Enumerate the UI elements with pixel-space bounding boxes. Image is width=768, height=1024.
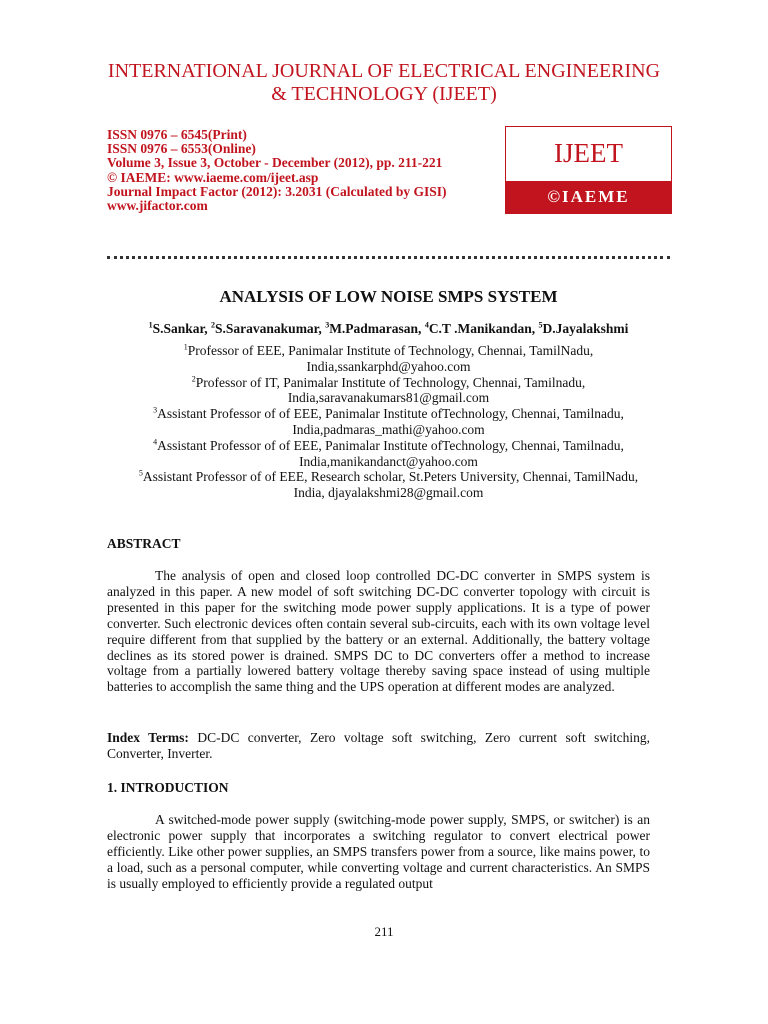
affiliation-superscript: 1 <box>183 342 188 352</box>
affiliation-text: Professor of IT, Panimalar Institute of Technology, Chennai, Tamilnadu, <box>195 374 586 390</box>
affiliation-line <box>107 375 670 391</box>
affiliation-superscript: 3 <box>153 405 158 415</box>
affiliation-line <box>107 406 670 422</box>
paper-title: ANALYSIS OF LOW NOISE SMPS SYSTEM <box>219 287 558 306</box>
affiliation-email: India,manikandanct@yahoo.com <box>299 453 478 469</box>
affiliation-text: Assistant Professor of of EEE, Panimalar Institute ofTechnology, Chennai, Tamilnadu, <box>157 406 624 422</box>
affiliation-text: Assistant Professor of of EEE, Panimalar Institute ofTechnology, Chennai, Tamilnadu, <box>157 437 624 453</box>
abstract-heading: ABSTRACT <box>107 536 181 551</box>
impact-factor: Journal Impact Factor (2012): 3.2031 (Calculated by GISI) <box>107 183 447 199</box>
affiliation-text: Assistant Professor of of EEE, Research scholar, St.Peters University, Chennai, TamilNadu, <box>142 469 639 485</box>
author-superscript: 3 <box>325 320 330 330</box>
affiliation-superscript: 4 <box>153 437 158 447</box>
index-terms-text: DC-DC converter, Zero voltage soft switching, Zero current soft switching, Converter, Inverter. <box>107 730 650 761</box>
affiliation-email: India, djayalakshmi28@gmail.com <box>293 485 484 501</box>
affiliation-line <box>107 343 670 359</box>
author-name: D.Jayalakshmi <box>542 321 629 336</box>
introduction-text: A switched-mode power supply (switching-mode power supply, SMPS, or switcher) is an electronic power supply that incorporates a switching regulator to convert electrical power efficiently. Like other power supplies, an SMPS transfers power from a source, like mains power, to a load, such as a personal computer, while converting voltage and current characteristics. An SMPS is usually employed to efficiently provide a regulated output <box>107 812 650 891</box>
journal-meta <box>107 128 446 213</box>
author-name: M.Padmarasan, <box>329 321 425 336</box>
affiliation-list <box>107 343 670 501</box>
iaeme-url: © IAEME: www.iaeme.com/ijeet.asp <box>107 169 319 185</box>
author-superscript: 1 <box>148 320 153 330</box>
issn-online: ISSN 0976 – 6553(Online) <box>107 141 256 157</box>
author-name: C.T .Manikandan, <box>428 321 539 336</box>
author-name: S.Saravanakumar, <box>215 321 326 336</box>
affiliation-superscript: 5 <box>138 468 143 478</box>
author-list <box>107 321 670 337</box>
index-terms-label: Index Terms: <box>107 730 189 745</box>
abstract-text: The analysis of open and closed loop controlled DC-DC converter in SMPS system is analyzed in this paper. A new model of soft switching DC-DC converter topology with circuit is presented in this paper for the switching mode power supply applications. It is a type of power converter. Such electronic devices often contain several sub-circuits, each with its own voltage level require different from that supplied by the battery or an external. Additionally, the battery voltage declines as its stored power is drained. SMPS DC to DC converters offer a method to increase voltage from a partially lowered battery voltage thereby saving space instead of using multiple batteries to accomplish the same thing and the UPS operation at different modes are analyzed. <box>107 568 650 695</box>
affiliation-line <box>107 469 670 485</box>
author-superscript: 4 <box>424 320 429 330</box>
index-terms <box>107 730 650 762</box>
logo-iaeme: ©IAEME <box>506 181 671 213</box>
jifactor-url: www.jifactor.com <box>107 198 208 214</box>
affiliation-text: Professor of EEE, Panimalar Institute of Technology, Chennai, TamilNadu, <box>187 343 594 358</box>
affiliation-superscript: 2 <box>191 374 196 384</box>
issn-print: ISSN 0976 – 6545(Print) <box>107 127 247 142</box>
affiliation-email: India,saravanakumars81@gmail.com <box>287 390 490 406</box>
introduction-heading: 1. INTRODUCTION <box>107 780 229 795</box>
affiliation-line <box>107 438 670 454</box>
journal-logo <box>505 126 672 214</box>
journal-title <box>40 60 728 106</box>
author-superscript: 5 <box>538 320 543 330</box>
affiliation-email: India,ssankarphd@yahoo.com <box>306 358 471 374</box>
journal-title-line1: INTERNATIONAL JOURNAL OF ELECTRICAL ENGINEERING <box>107 60 661 82</box>
page-number: 211 <box>374 924 394 939</box>
author-superscript: 2 <box>211 320 216 330</box>
dotted-divider <box>107 256 670 259</box>
volume-info: Volume 3, Issue 3, October - December (2012), pp. 211-221 <box>107 155 443 171</box>
journal-title-line2: & TECHNOLOGY (IJEET) <box>271 83 497 105</box>
affiliation-email: India,padmaras_mathi@yahoo.com <box>292 421 485 437</box>
author-name: S.Sankar, <box>152 321 212 336</box>
logo-ijeet: IJEET <box>554 138 623 168</box>
